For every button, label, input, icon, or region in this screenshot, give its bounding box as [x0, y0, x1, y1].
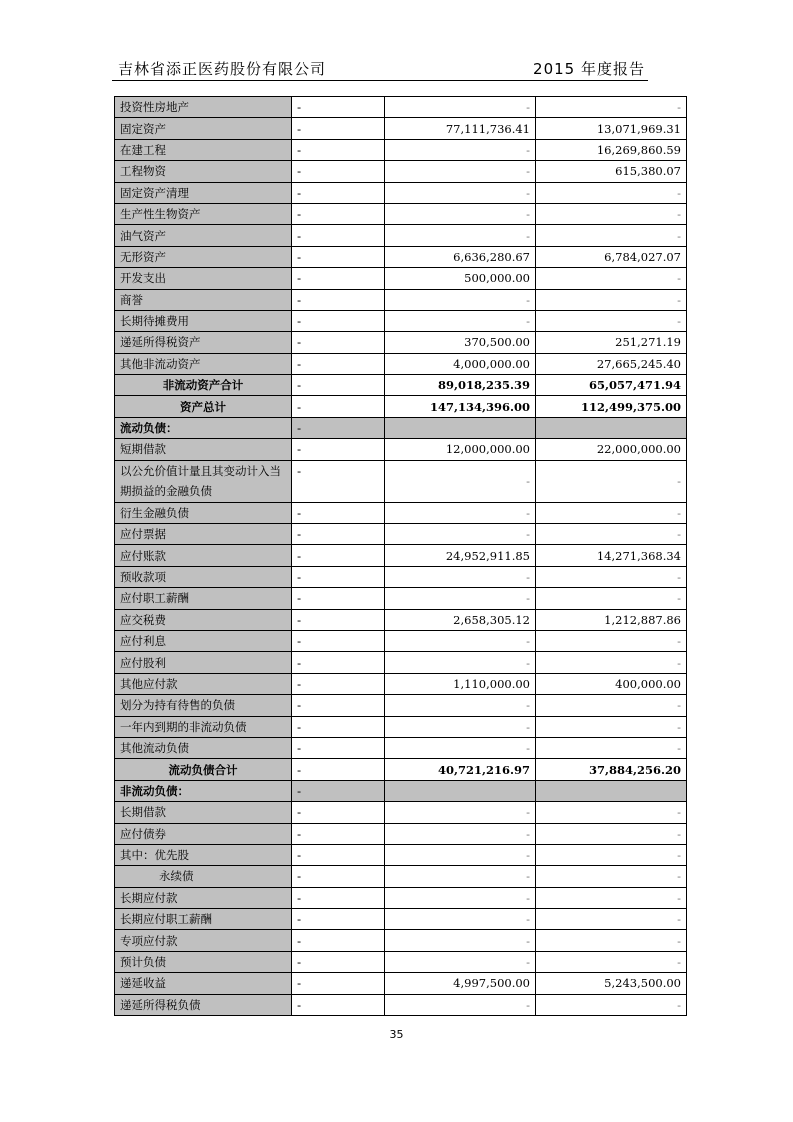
- row-current-period: -: [385, 823, 536, 844]
- row-current-period: 147,134,396.00: [385, 396, 536, 417]
- row-prior-period: -: [536, 695, 687, 716]
- row-note: -: [292, 118, 385, 139]
- row-note: -: [292, 439, 385, 460]
- row-note: -: [292, 716, 385, 737]
- table-row: [115, 375, 687, 396]
- row-current-period: -: [385, 310, 536, 331]
- row-label: 非流动负债：: [115, 780, 292, 801]
- table-row: [115, 203, 687, 224]
- row-prior-period: -: [536, 994, 687, 1015]
- row-prior-period: -: [536, 588, 687, 609]
- row-prior-period: -: [536, 844, 687, 865]
- row-prior-period: 14,271,368.34: [536, 545, 687, 566]
- row-label: 应付职工薪酬: [115, 588, 292, 609]
- row-label: 在建工程: [115, 139, 292, 160]
- row-prior-period: -: [536, 930, 687, 951]
- row-prior-period: 37,884,256.20: [536, 759, 687, 780]
- row-label: 资产总计: [115, 396, 292, 417]
- row-label: 其他应付款: [115, 673, 292, 694]
- row-prior-period: -: [536, 566, 687, 587]
- row-current-period: -: [385, 182, 536, 203]
- row-note: -: [292, 673, 385, 694]
- row-note: -: [292, 139, 385, 160]
- row-note: -: [292, 994, 385, 1015]
- row-note: -: [292, 802, 385, 823]
- row-note: -: [292, 887, 385, 908]
- row-prior-period: -: [536, 460, 687, 502]
- table-row: [115, 737, 687, 758]
- row-current-period: -: [385, 737, 536, 758]
- table-row: [115, 502, 687, 523]
- row-prior-period: -: [536, 823, 687, 844]
- row-label: 工程物资: [115, 161, 292, 182]
- row-note: -: [292, 310, 385, 331]
- row-label: 专项应付款: [115, 930, 292, 951]
- row-prior-period: -: [536, 225, 687, 246]
- row-current-period: 6,636,280.67: [385, 246, 536, 267]
- row-prior-period: 1,212,887.86: [536, 609, 687, 630]
- page-number: 35: [389, 1028, 404, 1041]
- row-prior-period: 251,271.19: [536, 332, 687, 353]
- row-label: 应付票据: [115, 524, 292, 545]
- row-label: 应付股利: [115, 652, 292, 673]
- row-note: -: [292, 930, 385, 951]
- row-label: 应付利息: [115, 630, 292, 651]
- row-label: 生产性生物资产: [115, 203, 292, 224]
- row-note: -: [292, 246, 385, 267]
- row-current-period: [385, 417, 536, 438]
- table-row: [115, 695, 687, 716]
- table-row: [115, 161, 687, 182]
- row-current-period: -: [385, 524, 536, 545]
- row-current-period: [385, 780, 536, 801]
- row-label: 非流动资产合计: [115, 375, 292, 396]
- row-prior-period: -: [536, 630, 687, 651]
- row-note: -: [292, 353, 385, 374]
- table-row: [115, 994, 687, 1015]
- table-row: [115, 630, 687, 651]
- row-current-period: -: [385, 909, 536, 930]
- table-row: [115, 460, 687, 502]
- row-prior-period: -: [536, 652, 687, 673]
- row-note: -: [292, 866, 385, 887]
- row-prior-period: -: [536, 802, 687, 823]
- table-row: [115, 268, 687, 289]
- table-row: [115, 930, 687, 951]
- table-row: [115, 396, 687, 417]
- row-label: 衍生金融负债: [115, 502, 292, 523]
- row-prior-period: -: [536, 866, 687, 887]
- row-current-period: 89,018,235.39: [385, 375, 536, 396]
- header-divider: [112, 80, 648, 81]
- balance-sheet-table: [114, 96, 687, 1016]
- row-prior-period: -: [536, 203, 687, 224]
- row-note: -: [292, 545, 385, 566]
- row-prior-period: -: [536, 502, 687, 523]
- row-prior-period: 6,784,027.07: [536, 246, 687, 267]
- row-note: -: [292, 951, 385, 972]
- row-note: -: [292, 332, 385, 353]
- row-prior-period: -: [536, 268, 687, 289]
- row-prior-period: [536, 780, 687, 801]
- row-note: -: [292, 396, 385, 417]
- row-label: 其中：优先股: [115, 844, 292, 865]
- table-row: [115, 802, 687, 823]
- row-current-period: 500,000.00: [385, 268, 536, 289]
- row-label: 预计负债: [115, 951, 292, 972]
- row-label: 固定资产清理: [115, 182, 292, 203]
- row-label: 流动负债合计: [115, 759, 292, 780]
- row-prior-period: -: [536, 182, 687, 203]
- row-note: -: [292, 502, 385, 523]
- row-label: 一年内到期的非流动负债: [115, 716, 292, 737]
- row-current-period: -: [385, 139, 536, 160]
- table-row: [115, 225, 687, 246]
- table-row: [115, 909, 687, 930]
- row-prior-period: -: [536, 524, 687, 545]
- row-label: 流动负债：: [115, 417, 292, 438]
- row-note: -: [292, 182, 385, 203]
- row-current-period: -: [385, 502, 536, 523]
- row-prior-period: -: [536, 737, 687, 758]
- row-label: 长期应付职工薪酬: [115, 909, 292, 930]
- table-row: [115, 524, 687, 545]
- row-label: 长期待摊费用: [115, 310, 292, 331]
- table-row: [115, 887, 687, 908]
- row-note: -: [292, 695, 385, 716]
- table-row: [115, 652, 687, 673]
- table-row: [115, 246, 687, 267]
- table-row: [115, 844, 687, 865]
- table-row: [115, 417, 687, 438]
- row-prior-period: -: [536, 716, 687, 737]
- table-row: [115, 588, 687, 609]
- row-current-period: -: [385, 802, 536, 823]
- row-label: 其他非流动资产: [115, 353, 292, 374]
- row-prior-period: -: [536, 310, 687, 331]
- row-note: -: [292, 289, 385, 310]
- row-prior-period: 16,269,860.59: [536, 139, 687, 160]
- row-current-period: -: [385, 844, 536, 865]
- row-current-period: -: [385, 716, 536, 737]
- table-row: [115, 951, 687, 972]
- row-label: 投资性房地产: [115, 97, 292, 118]
- row-prior-period: 112,499,375.00: [536, 396, 687, 417]
- row-current-period: 370,500.00: [385, 332, 536, 353]
- row-current-period: 24,952,911.85: [385, 545, 536, 566]
- row-prior-period: 27,665,245.40: [536, 353, 687, 374]
- table-row: [115, 289, 687, 310]
- row-label: 商誉: [115, 289, 292, 310]
- row-prior-period: 65,057,471.94: [536, 375, 687, 396]
- table-row: [115, 118, 687, 139]
- row-label: 应付账款: [115, 545, 292, 566]
- row-label: 递延所得税负债: [115, 994, 292, 1015]
- row-note: -: [292, 780, 385, 801]
- row-note: -: [292, 588, 385, 609]
- row-current-period: -: [385, 652, 536, 673]
- row-prior-period: -: [536, 887, 687, 908]
- table-row: [115, 182, 687, 203]
- row-note: -: [292, 460, 385, 502]
- row-prior-period: 5,243,500.00: [536, 973, 687, 994]
- row-note: -: [292, 97, 385, 118]
- row-note: -: [292, 225, 385, 246]
- row-prior-period: [536, 417, 687, 438]
- row-current-period: -: [385, 887, 536, 908]
- row-prior-period: 615,380.07: [536, 161, 687, 182]
- row-current-period: -: [385, 97, 536, 118]
- row-prior-period: 22,000,000.00: [536, 439, 687, 460]
- row-current-period: -: [385, 630, 536, 651]
- row-note: -: [292, 823, 385, 844]
- row-label: 长期借款: [115, 802, 292, 823]
- row-note: -: [292, 161, 385, 182]
- row-label: 开发支出: [115, 268, 292, 289]
- table-row: [115, 759, 687, 780]
- table-row: [115, 139, 687, 160]
- row-current-period: -: [385, 951, 536, 972]
- row-note: -: [292, 417, 385, 438]
- row-label: 应交税费: [115, 609, 292, 630]
- row-prior-period: -: [536, 97, 687, 118]
- row-note: -: [292, 375, 385, 396]
- row-current-period: 4,997,500.00: [385, 973, 536, 994]
- row-current-period: -: [385, 161, 536, 182]
- row-current-period: 1,110,000.00: [385, 673, 536, 694]
- table-row: [115, 716, 687, 737]
- row-label: 递延所得税资产: [115, 332, 292, 353]
- row-label: 以公允价值计量且其变动计入当期损益的金融负债: [115, 460, 292, 502]
- table-row: [115, 780, 687, 801]
- table-row: [115, 673, 687, 694]
- row-note: -: [292, 844, 385, 865]
- row-prior-period: -: [536, 909, 687, 930]
- row-note: -: [292, 759, 385, 780]
- row-current-period: 2,658,305.12: [385, 609, 536, 630]
- row-current-period: 77,111,736.41: [385, 118, 536, 139]
- row-label: 递延收益: [115, 973, 292, 994]
- row-current-period: -: [385, 289, 536, 310]
- row-label: 无形资产: [115, 246, 292, 267]
- row-current-period: -: [385, 225, 536, 246]
- row-note: -: [292, 973, 385, 994]
- row-prior-period: -: [536, 289, 687, 310]
- row-current-period: -: [385, 930, 536, 951]
- row-prior-period: -: [536, 951, 687, 972]
- row-note: -: [292, 630, 385, 651]
- row-label: 油气资产: [115, 225, 292, 246]
- row-label: 应付债券: [115, 823, 292, 844]
- row-label: 短期借款: [115, 439, 292, 460]
- row-prior-period: 400,000.00: [536, 673, 687, 694]
- row-label: 永续债: [115, 866, 292, 887]
- row-current-period: 4,000,000.00: [385, 353, 536, 374]
- report-title: 2015 年度报告: [533, 60, 645, 78]
- table-row: [115, 973, 687, 994]
- row-prior-period: 13,071,969.31: [536, 118, 687, 139]
- row-note: -: [292, 566, 385, 587]
- table-row: [115, 566, 687, 587]
- row-current-period: 40,721,216.97: [385, 759, 536, 780]
- row-current-period: -: [385, 566, 536, 587]
- company-name: 吉林省添正医药股份有限公司: [118, 60, 327, 78]
- row-current-period: -: [385, 588, 536, 609]
- row-note: -: [292, 524, 385, 545]
- table-row: [115, 310, 687, 331]
- row-note: -: [292, 268, 385, 289]
- row-current-period: -: [385, 866, 536, 887]
- row-label: 其他流动负债: [115, 737, 292, 758]
- row-note: -: [292, 737, 385, 758]
- row-note: -: [292, 909, 385, 930]
- row-label: 划分为持有待售的负债: [115, 695, 292, 716]
- row-note: -: [292, 203, 385, 224]
- table-row: [115, 353, 687, 374]
- table-row: [115, 823, 687, 844]
- table-row: [115, 97, 687, 118]
- balance-sheet-body: [115, 97, 687, 1016]
- row-current-period: 12,000,000.00: [385, 439, 536, 460]
- row-current-period: -: [385, 994, 536, 1015]
- row-current-period: -: [385, 203, 536, 224]
- row-current-period: -: [385, 695, 536, 716]
- row-current-period: -: [385, 460, 536, 502]
- row-label: 固定资产: [115, 118, 292, 139]
- table-row: [115, 439, 687, 460]
- row-note: -: [292, 609, 385, 630]
- table-row: [115, 545, 687, 566]
- row-label: 预收款项: [115, 566, 292, 587]
- table-row: [115, 609, 687, 630]
- table-row: [115, 866, 687, 887]
- table-row: [115, 332, 687, 353]
- row-label: 长期应付款: [115, 887, 292, 908]
- row-note: -: [292, 652, 385, 673]
